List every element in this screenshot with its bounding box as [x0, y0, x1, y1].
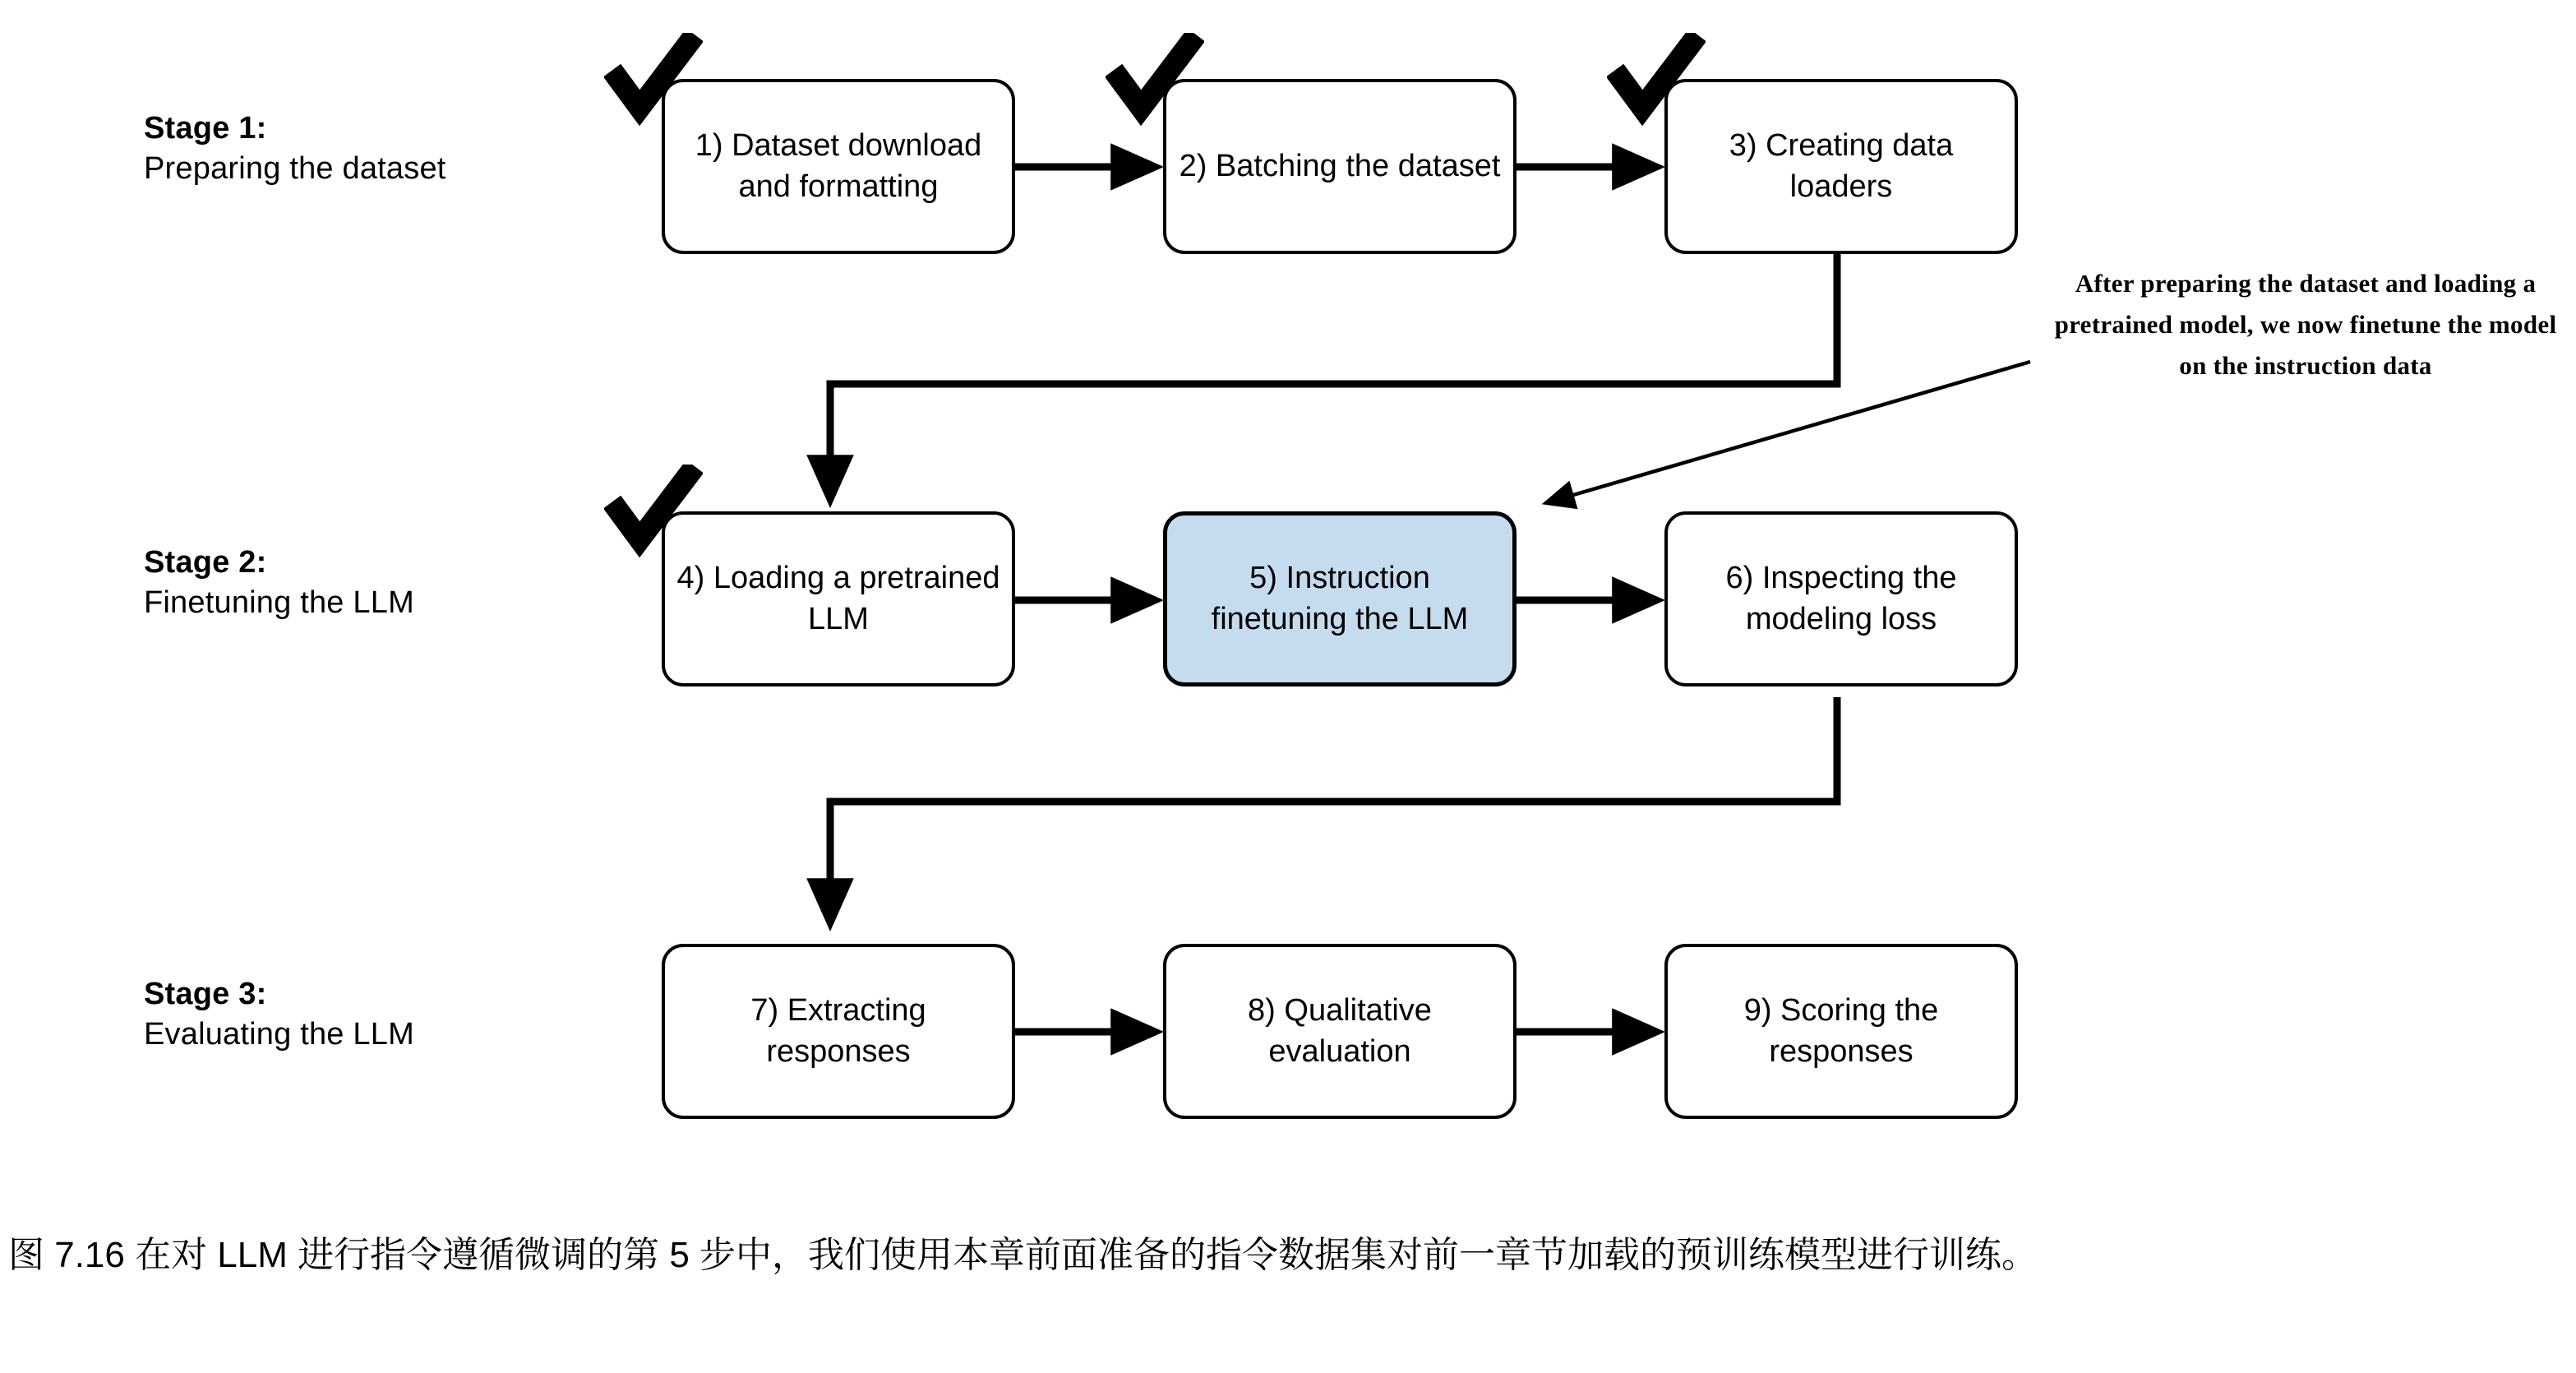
flow-node-step1[interactable] [662, 79, 1015, 254]
flow-node-step7[interactable] [662, 944, 1015, 1119]
stage-subtitle: Finetuning the LLM [144, 585, 414, 620]
flow-node-step2[interactable] [1163, 79, 1517, 254]
stage-title: Stage 3: [144, 977, 267, 1011]
flow-node-step9[interactable] [1664, 944, 2018, 1119]
flow-node-label: 5) Instruction finetuning the LLM [1211, 561, 1469, 636]
flow-node-step6[interactable] [1664, 511, 2018, 686]
figure-caption: 图 7.16 在对 LLM 进行指令遵循微调的第 5 步中，我们使用本章前面准备的指令数据集对前一章节加载的预训练模型进行训练。 [8, 1235, 2038, 1275]
flow-node-label: 4) Loading a pretrained LLM [676, 561, 1000, 636]
flow-node-label: 6) Inspecting the modeling loss [1725, 561, 1957, 636]
stage-title: Stage 2: [144, 545, 267, 580]
stage-label-3 [144, 974, 414, 1054]
stage-label-2 [144, 543, 414, 622]
flow-node-step4[interactable] [662, 511, 1015, 686]
stage-title: Stage 1: [144, 111, 267, 146]
flow-node-label: 1) Dataset download and formatting [695, 128, 982, 204]
flow-node-label: 7) Extracting responses [750, 993, 926, 1069]
flow-node-label: 8) Qualitative evaluation [1248, 993, 1432, 1069]
stage-label-1 [144, 109, 446, 188]
annotation-text: After preparing the dataset and loading a pretrained model, we now finetune the model on the instruction data [2054, 269, 2557, 381]
flow-node-label: 9) Scoring the responses [1743, 993, 1939, 1069]
flow-node-step5[interactable] [1163, 511, 1517, 686]
flow-node-label: 2) Batching the dataset [1179, 148, 1501, 183]
flow-node-label: 3) Creating data loaders [1729, 128, 1954, 204]
flow-node-step8[interactable] [1163, 944, 1517, 1119]
stage-subtitle: Preparing the dataset [144, 150, 446, 186]
flow-node-step3[interactable] [1664, 79, 2018, 254]
stage-subtitle: Evaluating the LLM [144, 1016, 414, 1052]
